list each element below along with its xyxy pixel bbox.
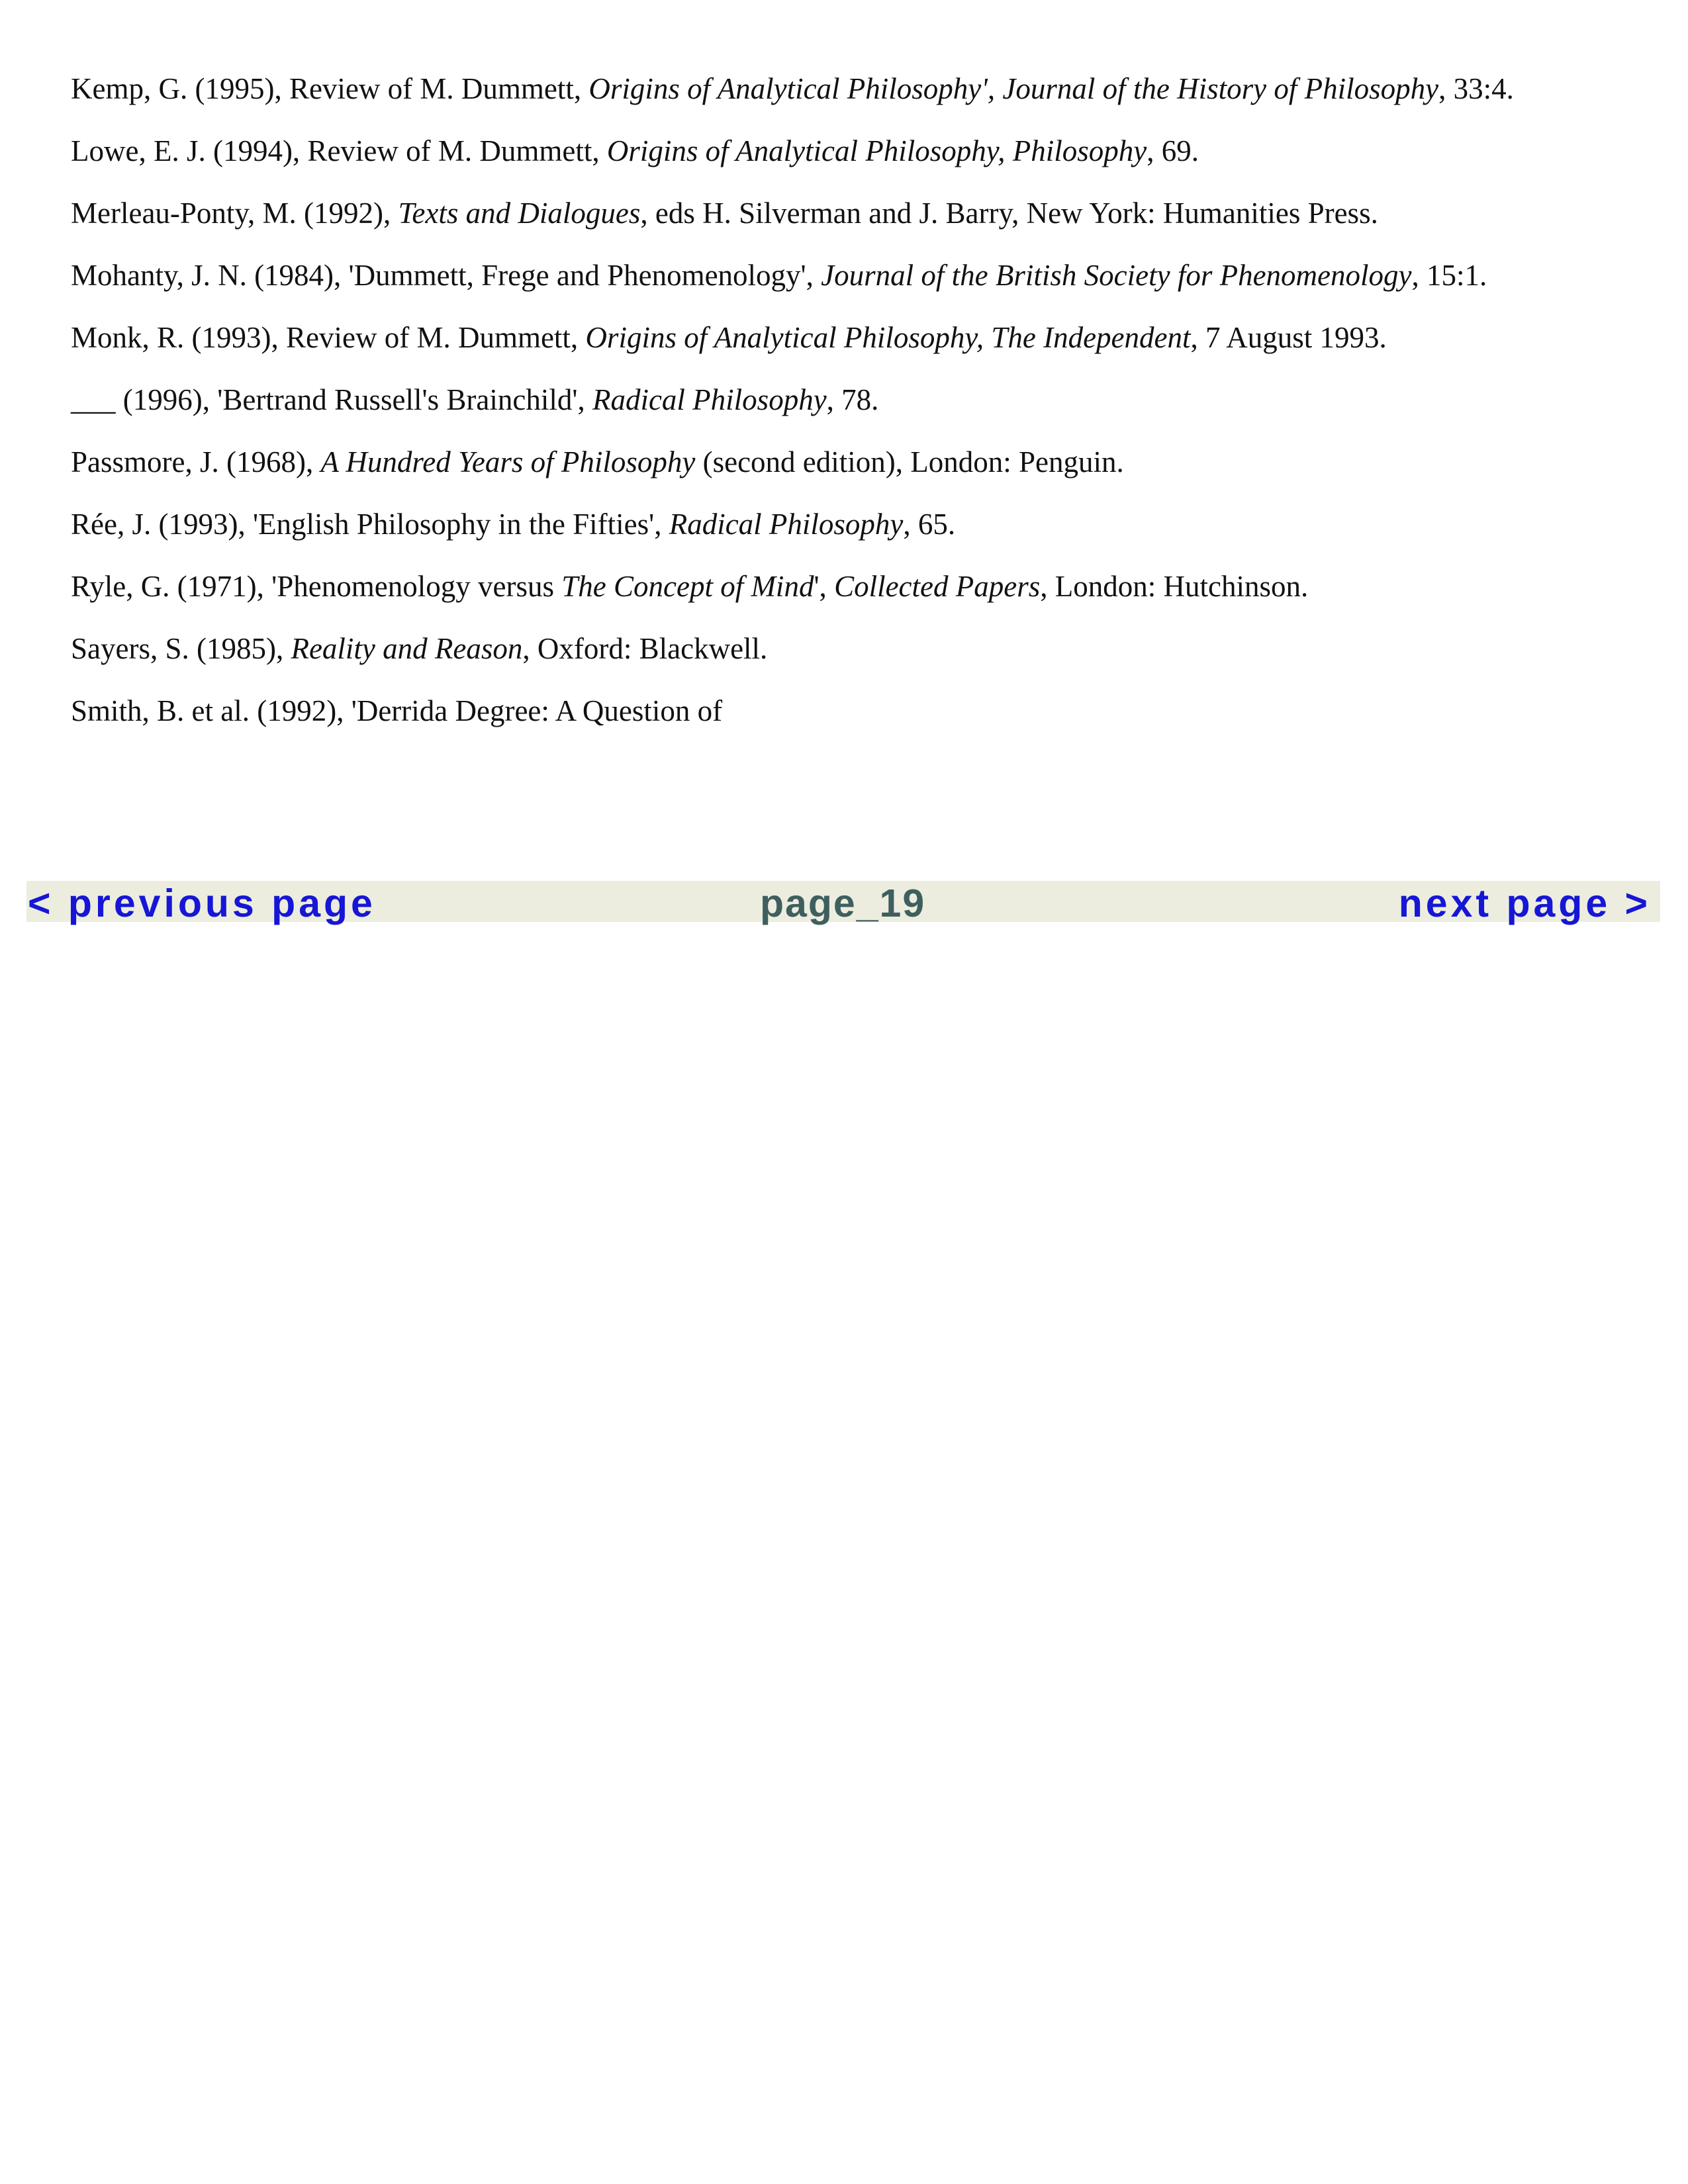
- reference-text: Lowe, E. J. (1994), Review of M. Dummett,: [71, 134, 607, 167]
- reference-entry: [71, 507, 1646, 541]
- reference-title-text: A Hundred Years of Philosophy: [320, 445, 696, 478]
- reference-entry: [71, 445, 1646, 479]
- reference-entry: [71, 569, 1646, 604]
- reference-entry: [71, 71, 1646, 106]
- reference-title-text: The Concept of Mind: [561, 570, 814, 603]
- page-number-label: page_19: [760, 882, 926, 925]
- reference-text: , Oxford: Blackwell.: [522, 632, 768, 665]
- reference-text: Sayers, S. (1985),: [71, 632, 291, 665]
- reference-entry: [71, 694, 1646, 728]
- reference-entry: [71, 631, 1646, 666]
- reference-text: , eds H. Silverman and J. Barry, New York: Humanities Press.: [640, 197, 1378, 230]
- reference-title-text: Radical Philosophy: [592, 383, 827, 416]
- reference-entry: [71, 383, 1646, 417]
- reference-title-text: Journal of the British Society for Phenomenology: [821, 259, 1412, 292]
- reference-text: Ryle, G. (1971), 'Phenomenology versus: [71, 570, 562, 603]
- reference-text: , 78.: [826, 383, 879, 416]
- reference-text: , 7 August 1993.: [1190, 321, 1387, 354]
- reference-text: Smith, B. et al. (1992), 'Derrida Degree: A Question of: [71, 694, 723, 727]
- reference-title-text: Collected Papers: [834, 570, 1041, 603]
- reference-text: , 65.: [903, 508, 956, 541]
- reference-text: ',: [814, 570, 835, 603]
- reference-text: Monk, R. (1993), Review of M. Dummett,: [71, 321, 586, 354]
- reference-entry: [71, 258, 1646, 293]
- reference-text: , 69.: [1147, 134, 1199, 167]
- reference-text: Merleau-Ponty, M. (1992),: [71, 197, 399, 230]
- reference-title-text: Texts and Dialogues: [398, 197, 641, 230]
- reference-text: Kemp, G. (1995), Review of M. Dummett,: [71, 72, 589, 105]
- previous-page-link[interactable]: < previous page: [28, 882, 376, 925]
- reference-title-text: Origins of Analytical Philosophy', Journal of the History of Philosophy: [588, 72, 1439, 105]
- reference-title-text: Origins of Analytical Philosophy, Philosophy: [606, 134, 1147, 167]
- reference-text: , London: Hutchinson.: [1040, 570, 1309, 603]
- reference-title-text: Radical Philosophy: [669, 508, 904, 541]
- reference-text: Rée, J. (1993), 'English Philosophy in the Fifties',: [71, 508, 669, 541]
- reference-entry: [71, 134, 1646, 168]
- reference-text: ___ (1996), 'Bertrand Russell's Brainchild',: [71, 383, 592, 416]
- reference-entry: [71, 196, 1646, 230]
- reference-entry: [71, 320, 1646, 355]
- reference-title-text: Origins of Analytical Philosophy, The Independent: [585, 321, 1191, 354]
- next-page-link[interactable]: next page >: [1398, 882, 1651, 925]
- reference-title-text: Reality and Reason: [291, 632, 523, 665]
- reference-list: [71, 71, 1646, 756]
- reference-text: Mohanty, J. N. (1984), 'Dummett, Frege and Phenomenology',: [71, 259, 821, 292]
- reference-text: (second edition), London: Penguin.: [695, 445, 1124, 478]
- reference-text: , 33:4.: [1438, 72, 1514, 105]
- page-navigation-bar: [26, 881, 1660, 925]
- reference-text: Passmore, J. (1968),: [71, 445, 321, 478]
- reference-text: , 15:1.: [1411, 259, 1487, 292]
